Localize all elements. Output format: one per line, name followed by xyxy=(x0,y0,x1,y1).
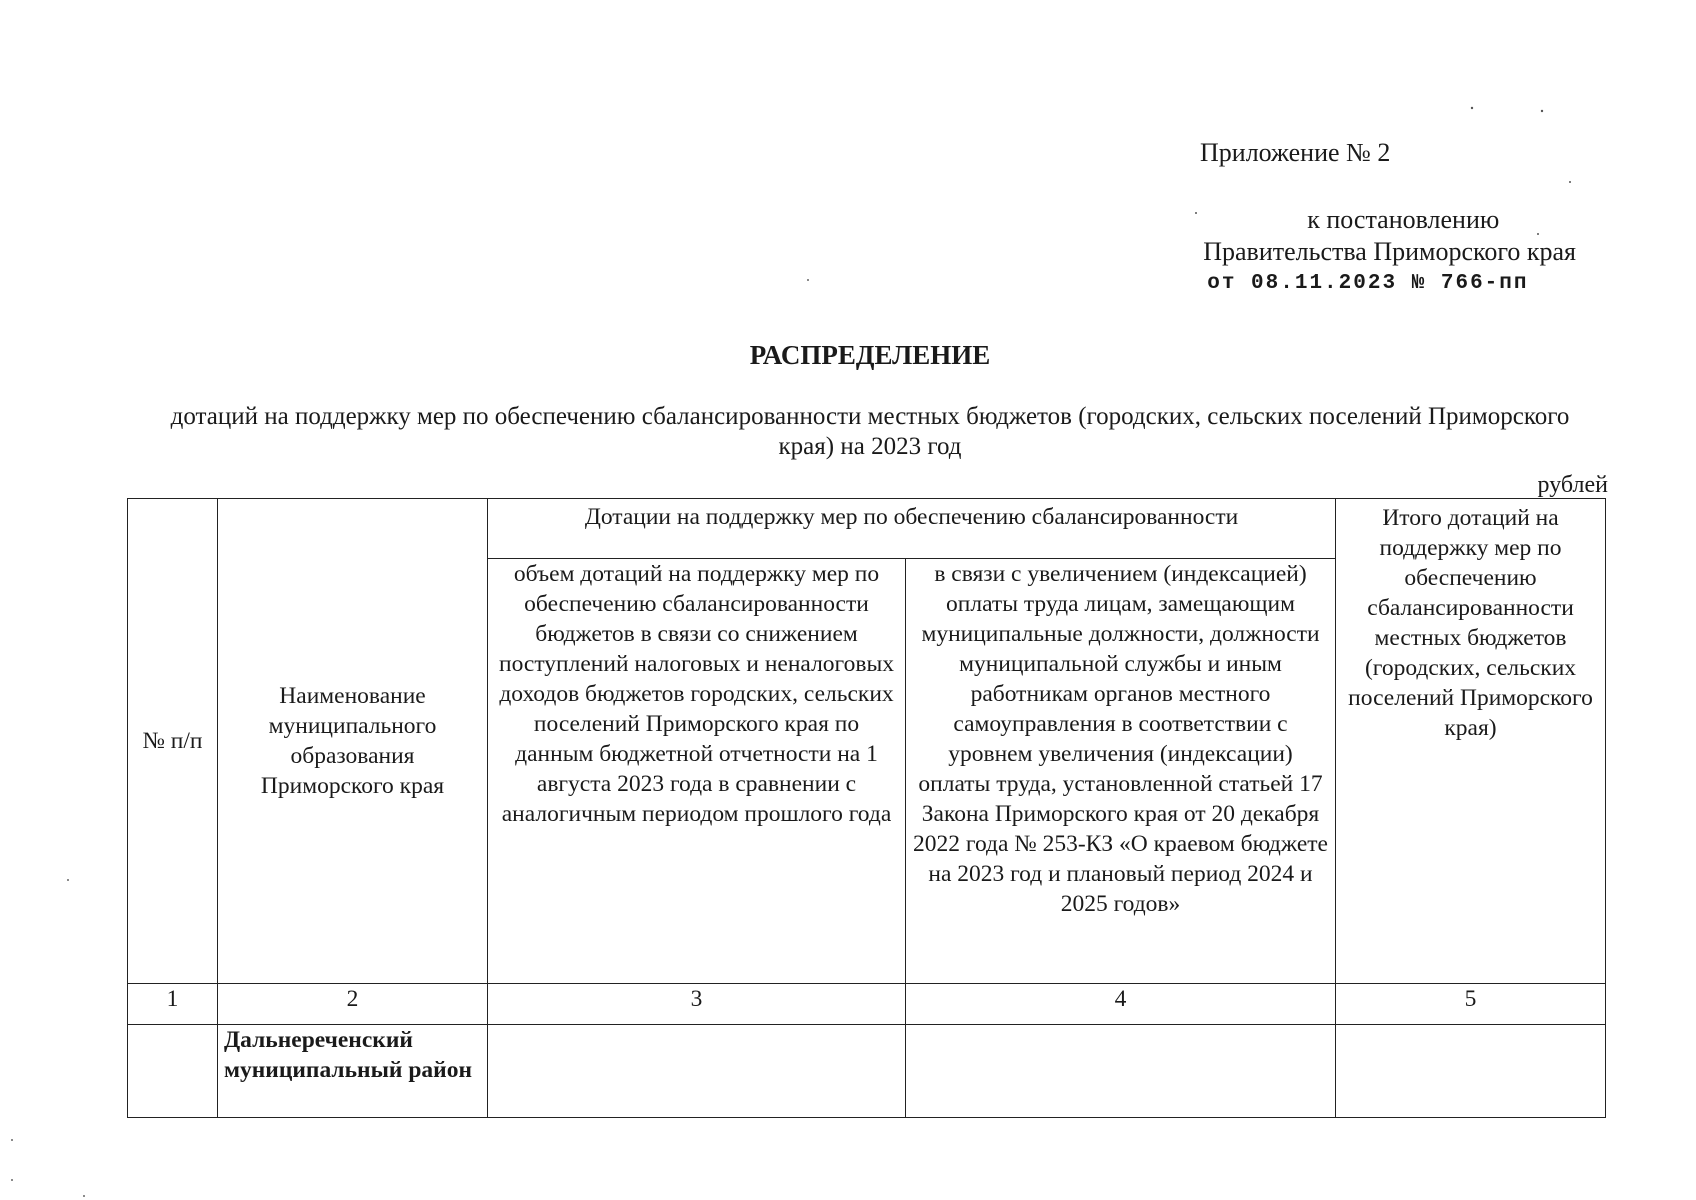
column-number-cell: 5 xyxy=(1336,984,1606,1025)
row-value-cell-4 xyxy=(906,1025,1336,1118)
document-subtitle: дотаций на поддержку мер по обеспечению сбалансированности местных бюджетов (городских, сельских поселений Приморского края) на 2023 год xyxy=(170,403,1570,460)
header-cell-name: Наименование муниципального образования Приморского края xyxy=(218,499,488,984)
government-text: Правительства Приморского края xyxy=(1203,237,1576,266)
to-resolution-text: к постановлению xyxy=(1307,205,1500,234)
row-region-name: Дальнереченский муниципальный район xyxy=(218,1025,488,1118)
row-num-cell xyxy=(128,1025,218,1118)
resolution-number-date: от 08.11.2023 № 766-пп xyxy=(1207,272,1529,295)
unit-label: рублей xyxy=(1537,472,1608,498)
header-cell-group: Дотации на поддержку мер по обеспечению сбалансированности xyxy=(488,499,1336,559)
appendix-label: Приложение № 2 xyxy=(1200,138,1391,167)
column-number-cell: 4 xyxy=(906,984,1336,1025)
distribution-table xyxy=(127,498,1606,1118)
column-number-cell: 2 xyxy=(218,984,488,1025)
row-value-cell-5 xyxy=(1336,1025,1606,1118)
header-cell-sub1: объем дотаций на поддержку мер по обеспечению сбалансированности бюджетов в связи со снижением поступлений налоговых и неналоговых доходов бюджетов городских, сельских поселений Приморского края по данным бюджетной отчетности на 1 августа 2023 года в сравнении с аналогичным периодом прошлого года xyxy=(488,559,906,984)
column-number-row xyxy=(128,984,1606,1025)
resolution-reference xyxy=(1203,204,1576,300)
row-value-cell-3 xyxy=(488,1025,906,1118)
column-number-cell: 1 xyxy=(128,984,218,1025)
header-cell-total: Итого дотаций на поддержку мер по обеспечению сбалансированности местных бюджетов (городских, сельских поселений Приморского края) xyxy=(1336,499,1606,984)
header-cell-num: № п/п xyxy=(128,499,218,984)
table-row xyxy=(128,1025,1606,1118)
header-cell-sub2: в связи с увеличением (индексацией) оплаты труда лицам, замещающим муниципальные должности, должности муниципальной службы и иным работникам органов местного самоуправления в соответствии с уровнем увеличения (индексации) оплаты труда, установленной статьей 17 Закона Приморского края от 20 декабря 2022 года № 253-КЗ «О краевом бюджете на 2023 год и плановый период 2024 и 2025 годов» xyxy=(906,559,1336,984)
document-title: РАСПРЕДЕЛЕНИЕ xyxy=(749,340,991,370)
column-number-cell: 3 xyxy=(488,984,906,1025)
